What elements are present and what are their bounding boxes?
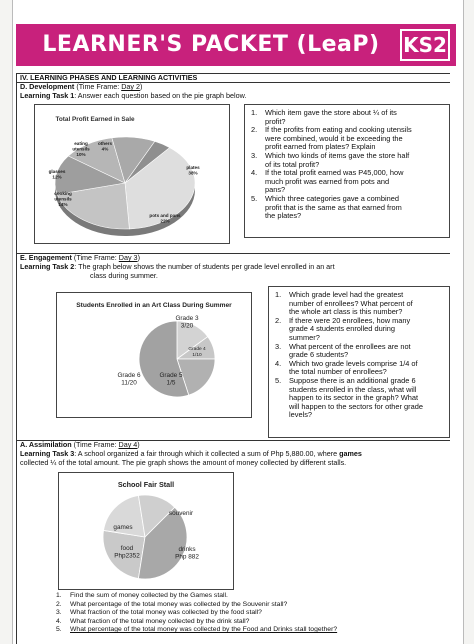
- question-text: What fraction of the total money was collected by the food stall?: [70, 609, 262, 617]
- question-text: students enrolled in the class, what will: [289, 384, 417, 394]
- question-text: What percentage of the total money was collected by the Food and Drinks stall together?: [70, 626, 338, 634]
- slice-label: utensils: [54, 196, 72, 202]
- question-text: grade 6 students?: [289, 350, 349, 360]
- timeframe-text: ): [137, 440, 140, 449]
- chart-enrollment: [56, 292, 252, 418]
- question-number: 4.: [275, 358, 282, 368]
- question-item: [251, 195, 447, 221]
- chart-title: Students Enrolled in an Art Class During Summer: [76, 302, 232, 309]
- question-text: profit earned from plates? Explain: [265, 142, 376, 152]
- questions-box-2: [268, 286, 450, 438]
- task-label: Learning Task 2: [20, 262, 75, 271]
- task-label: Learning Task 3: [20, 449, 75, 458]
- slice-label: pots and pans: [149, 213, 181, 218]
- question-text: of its total profit?: [265, 159, 320, 169]
- chart-profit-svg: [35, 105, 229, 243]
- question-item: [251, 126, 447, 152]
- slice-label: 1/5: [166, 379, 176, 387]
- question-number: 2.: [275, 315, 282, 325]
- question-text: Which grade level had the greatest: [289, 290, 404, 299]
- slice-label: Grade 4: [188, 347, 206, 352]
- timeframe-day: Day 3: [118, 253, 138, 262]
- chart-fair-stall-svg: [59, 473, 233, 589]
- question-item: [251, 109, 447, 126]
- slice-label: eating: [74, 141, 88, 146]
- chart-title: School Fair Stall: [117, 480, 175, 489]
- slice-label: Grade 3: [175, 315, 199, 322]
- question-number: 1.: [251, 108, 258, 117]
- slice-label: souvenir: [168, 510, 194, 517]
- task2-instructions-cont: class during summer.: [90, 271, 158, 280]
- question-list-2: [275, 291, 449, 420]
- development-label: D. Development: [20, 82, 75, 91]
- timeframe-text: ): [139, 82, 143, 91]
- task-label: Learning Task 1: [20, 91, 75, 100]
- task-bold: games: [339, 449, 362, 458]
- question-text: levels?: [289, 410, 313, 420]
- question-text: Suppose there is an additional grade 6: [289, 375, 416, 385]
- question-text: What percentage of the total money was collected by the Souvenir stall?: [70, 600, 288, 608]
- question-text: will happen to the sectors for other grade: [289, 401, 423, 411]
- question-item: [275, 377, 449, 420]
- slice-label: 38%: [188, 170, 198, 176]
- slice-label: cooking: [54, 191, 72, 196]
- chart-fair-stall: [58, 472, 234, 590]
- question-item: [56, 618, 456, 627]
- question-list-1: [251, 109, 447, 221]
- task1-instructions: [20, 92, 246, 100]
- question-text: If there were 20 enrollees, how many: [289, 315, 411, 325]
- slice-label: 11/20: [121, 379, 137, 387]
- task3-instructions-cont: collected ¼ of the total amount. The pie graph shows the amount of money collected by different stalls.: [20, 458, 347, 467]
- question-number: 2.: [56, 600, 62, 608]
- slice-label: Php2352: [114, 552, 140, 560]
- question-text: What percent of the enrollees are not: [289, 341, 411, 351]
- header-banner: [16, 24, 456, 66]
- engagement-label: E. Engagement: [20, 253, 72, 262]
- question-text: profit?: [265, 116, 286, 126]
- question-number: 5.: [56, 626, 62, 634]
- question-text: the whole art class is this number?: [289, 307, 403, 317]
- question-item: [275, 317, 449, 343]
- question-item: [275, 291, 449, 317]
- question-item: [275, 343, 449, 360]
- question-text: Which item gave the store about ¼ of its: [265, 108, 397, 117]
- question-number: 3.: [251, 150, 258, 160]
- slice-label: 4%: [101, 146, 109, 152]
- question-item: [56, 626, 456, 635]
- question-text: pans?: [265, 185, 286, 195]
- question-item: [275, 360, 449, 377]
- slice-label: 14%: [58, 202, 68, 208]
- question-text: grade 4 students enrolled during: [289, 324, 396, 334]
- question-text: Which three categories gave a combined: [265, 193, 399, 203]
- question-text: What fraction of the total money collected by the drink stall?: [70, 617, 250, 625]
- chart-enrollment-svg: [57, 293, 251, 417]
- timeframe-text: (Time Frame:: [73, 440, 119, 449]
- timeframe-day: Day 2: [121, 82, 140, 91]
- question-text: happen to its sector in the graph? What: [289, 393, 419, 403]
- question-item: [56, 592, 456, 601]
- timeframe-text: ): [137, 253, 140, 262]
- question-text: If the profits from eating and cooking utensils: [265, 125, 412, 135]
- timeframe-text: (Time Frame:: [76, 82, 122, 91]
- question-text: Find the sum of money collected by the Games stall.: [70, 592, 228, 599]
- question-text: the plates?: [265, 211, 302, 221]
- question-number: 2.: [251, 125, 258, 135]
- task-text: : Answer each question based on the pie graph below.: [74, 91, 247, 100]
- question-text: profit that is the same as that earned from: [265, 202, 402, 212]
- question-text: Which two grade levels comprise 1/4 of: [289, 358, 418, 368]
- timeframe-day: Day 4: [118, 440, 138, 449]
- slice-label: glasses: [48, 169, 66, 174]
- slice-label: 3/20: [180, 322, 194, 330]
- slice-label: others: [97, 141, 113, 146]
- question-number: 5.: [275, 375, 282, 385]
- banner-title: LEARNER'S PACKET (LeaP): [42, 32, 380, 57]
- question-number: 3.: [275, 341, 282, 351]
- slice-label: food: [120, 545, 134, 552]
- task-text: : The graph below shows the number of students per grade level enrolled in an art: [74, 262, 335, 271]
- slice-label: games: [113, 524, 133, 531]
- chart-title: Total Profit Earned in Sale: [55, 116, 135, 123]
- question-item: [56, 609, 456, 618]
- assimilation-label: A. Assimilation: [20, 440, 72, 449]
- slice-label: 22%: [160, 218, 170, 224]
- slice-label: utensils: [72, 146, 90, 152]
- question-number: 5.: [251, 193, 258, 203]
- question-item: [56, 601, 456, 610]
- task2-instructions: [20, 263, 335, 271]
- question-item: [251, 152, 447, 169]
- question-text: number of enrollees? What percent of: [289, 298, 413, 308]
- section-heading: IV. LEARNING PHASES AND LEARNING ACTIVITIES: [20, 73, 198, 82]
- question-text: were combined, would it be exceeding the: [265, 133, 403, 143]
- banner-badge: KS2: [400, 29, 450, 61]
- timeframe-text: (Time Frame:: [73, 253, 119, 262]
- slice-label: 12%: [52, 174, 62, 180]
- chart-profit: [34, 104, 230, 244]
- question-text: the total number of enrollees?: [289, 367, 387, 377]
- slice-label: plates: [186, 165, 200, 170]
- question-text: much profit was earned from pots and: [265, 176, 390, 186]
- left-border: [16, 74, 17, 644]
- question-number: 1.: [56, 592, 62, 599]
- question-list-3: [56, 592, 456, 635]
- question-text: Which two kinds of items gave the store half: [265, 150, 410, 160]
- slice-label: Php 882: [175, 553, 199, 561]
- questions-box-1: [244, 104, 450, 238]
- slice-label: drinks: [178, 546, 196, 553]
- slice-label: Grade 6: [117, 372, 141, 379]
- task-text: : A school organized a fair through which it collected a sum of Php 5,880.00, where: [74, 449, 340, 458]
- slice-label: Grade 5: [159, 372, 183, 379]
- question-text: If the total profit earned was P45,000, how: [265, 168, 404, 178]
- slice-label: 10%: [76, 152, 86, 158]
- question-number: 1.: [275, 290, 282, 299]
- question-number: 4.: [56, 617, 62, 625]
- question-number: 3.: [56, 609, 62, 617]
- slice-label: 1/10: [192, 352, 202, 358]
- question-number: 4.: [251, 168, 258, 178]
- question-text: summer?: [289, 332, 320, 342]
- question-item: [251, 169, 447, 195]
